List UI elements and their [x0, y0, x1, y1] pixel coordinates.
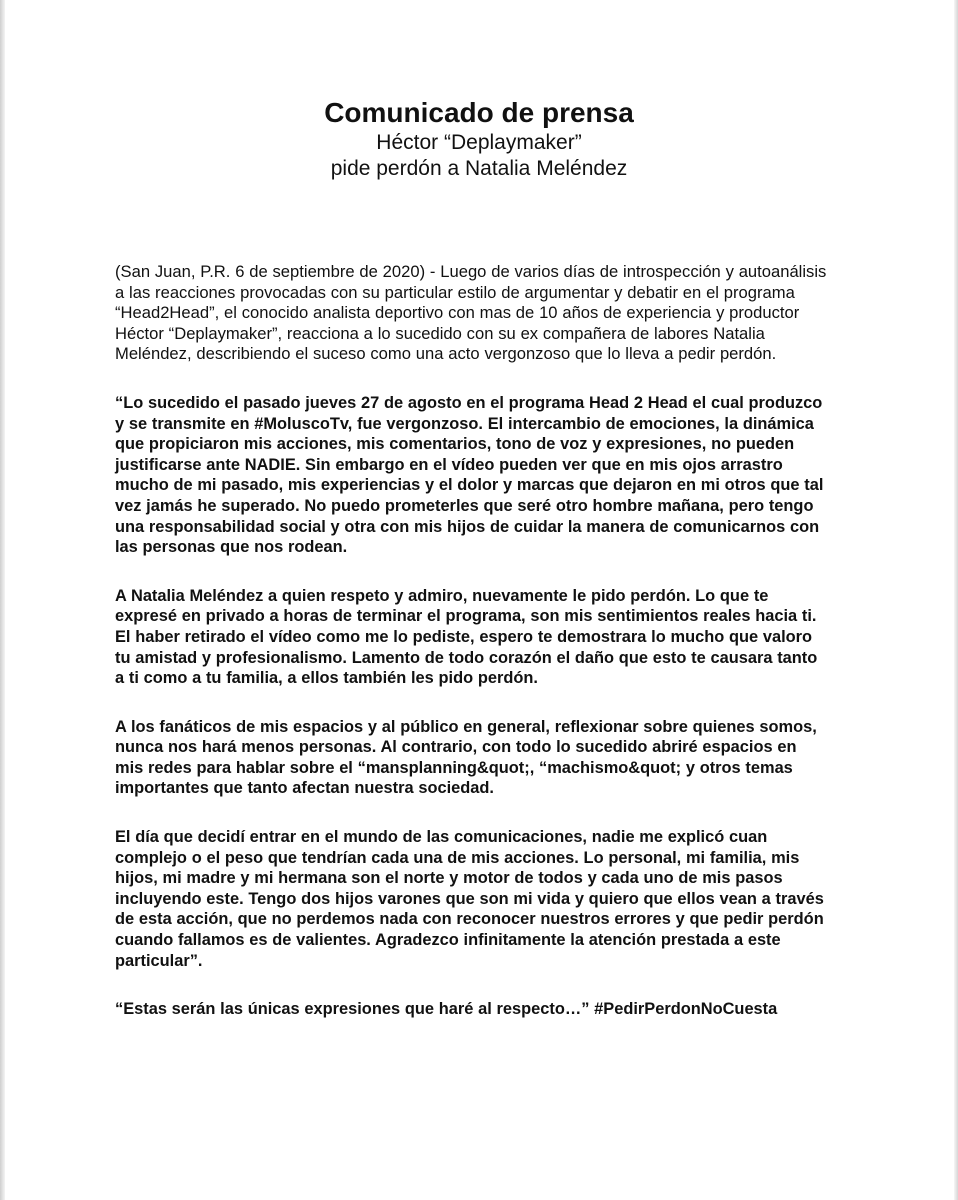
document-title: Comunicado de prensa	[324, 97, 634, 128]
document-body	[115, 262, 827, 1020]
closing-statement: “Estas serán las únicas expresiones que haré al respecto…” #PedirPerdonNoCuesta	[115, 1000, 778, 1019]
statement-paragraph-1: “Lo sucedido el pasado jueves 27 de agosto en el programa Head 2 Head el cual produzco y se transmite en #MoluscoTv, fue vergonzoso. El intercambio de emociones, la dinámica que propiciaron mis acciones, mis comentarios, tono de voz y expresiones, no pueden justificarse ante NADIE. Sin embargo en el vídeo pueden ver que en mis ojos arrastro mucho de mi pasado, mis experiencias y el dolor y marcas que dejaron en mi otros que tal vez jamás he superado. No puedo prometerles que seré otro hombre mañana, pero tengo una responsabilidad social y otra con mis hijos de cuidar la manera de comunicarnos con las personas que nos rodean.	[115, 393, 824, 557]
document-subtitle-line2: pide perdón a Natalia Meléndez	[330, 157, 628, 180]
document-subtitle-line1: Héctor “Deplaymaker”	[376, 131, 582, 154]
intro-paragraph: (San Juan, P.R. 6 de septiembre de 2020) - Luego de varios días de introspección y autoanálisis a las reacciones provocadas con su particular estilo de argumentar y debatir en el programa “Head2Head”, el conocido analista deportivo con mas de 10 años de experiencia y productor Héctor “Deplaymaker”, reacciona a lo sucedido con su ex compañera de labores Natalia Meléndez, describiendo el suceso como una acto vergonzoso que lo lleva a pedir perdón.	[115, 262, 827, 364]
statement-paragraph-2: A Natalia Meléndez a quien respeto y admiro, nuevamente le pido perdón. Lo que te expresé en privado a horas de terminar el programa, son mis sentimientos reales hacia ti. El haber retirado el vídeo como me lo pediste, espero te demostrara lo mucho que valoro tu amistad y profesionalismo. Lamento de todo corazón el daño que esto te causara tanto a ti como a tu familia, a ellos también les pido perdón.	[115, 586, 818, 688]
statement-paragraph-3: A los fanáticos de mis espacios y al público en general, reflexionar sobre quienes somos, nunca nos hará menos personas. Al contrario, con todo lo sucedido abriré espacios en mis redes para hablar sobre el “mansplanning&quot;, “machismo&quot; y otros temas importantes que tanto afectan nuestra sociedad.	[115, 717, 817, 798]
document-header	[0, 96, 958, 182]
statement-paragraph-4: El día que decidí entrar en el mundo de las comunicaciones, nadie me explicó cuan complejo o el peso que tendrían cada una de mis acciones. Lo personal, mi familia, mis hijos, mi madre y mi hermana son el norte y motor de todos y cada uno de mis pasos incluyendo este. Tengo dos hijos varones que son mi vida y quiero que ellos vean a través de esta acción, que no perdemos nada con reconocer nuestros errores y que pedir perdón cuando fallamos es de valientes. Agradezco infinitamente la atención prestada a este particular”.	[115, 828, 824, 970]
